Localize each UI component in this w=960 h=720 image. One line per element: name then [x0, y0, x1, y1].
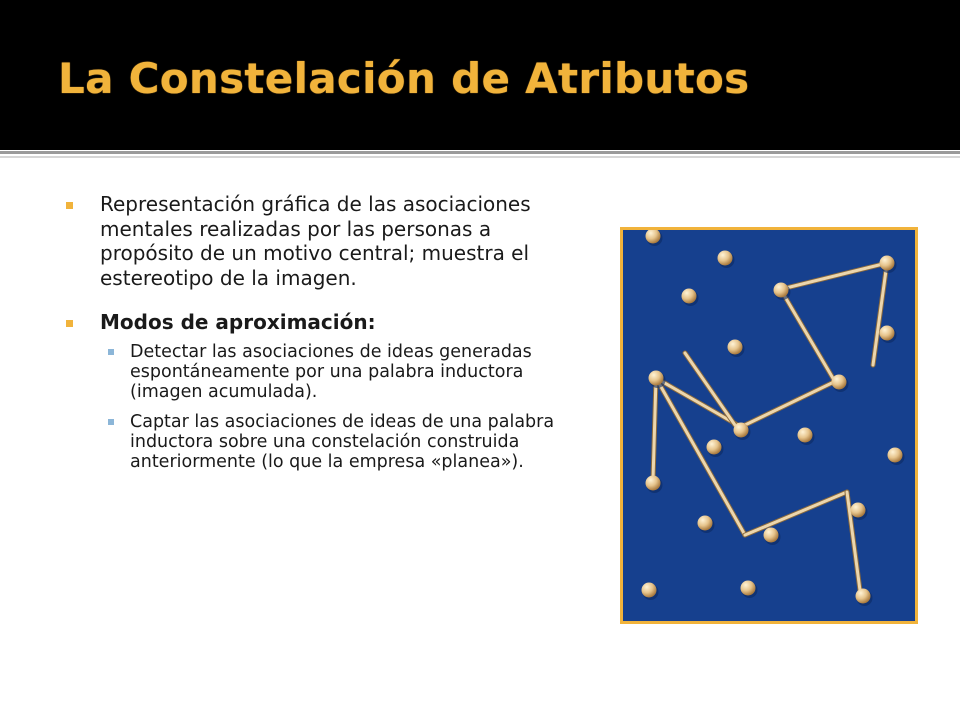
bullet-heading: Modos de aproximación:: [100, 310, 376, 334]
pin: [707, 440, 722, 455]
pin: [880, 326, 895, 341]
pin: [646, 476, 661, 491]
pin: [642, 583, 657, 598]
pin: [888, 448, 903, 463]
pin: [798, 428, 813, 443]
sub-bullet-item: [60, 412, 580, 472]
bullet-square-icon: [66, 202, 73, 209]
title-bar: [0, 0, 960, 150]
bullet-text: Representación gráfica de las asociaciones mentales realizadas por las personas a propósito de un motivo central; muestra el estereotipo de la imagen.: [100, 192, 531, 290]
pin: [728, 340, 743, 355]
title-divider-secondary: [0, 156, 960, 158]
sub-bullet-square-icon: [108, 349, 114, 355]
pin: [880, 256, 895, 271]
pin: [698, 516, 713, 531]
pin: [851, 503, 866, 518]
constellation-illustration: [623, 230, 915, 621]
pin: [856, 589, 871, 604]
sub-bullet-text: Detectar las asociaciones de ideas generadas espontáneamente por una palabra inductora (imagen acumulada).: [130, 341, 532, 402]
sub-bullet-square-icon: [108, 419, 114, 425]
pin: [718, 251, 733, 266]
board-background: [623, 230, 915, 621]
pin: [741, 581, 756, 596]
pin: [774, 283, 789, 298]
title-divider: [0, 151, 960, 154]
pin: [734, 423, 749, 438]
sub-bullet-text: Captar las asociaciones de ideas de una palabra inductora sobre una constelación construida anteriormente (lo que la empresa «planea»).: [130, 411, 555, 472]
bullet-item: [60, 310, 580, 335]
constellation-image: [620, 227, 918, 624]
bullet-item: [60, 192, 580, 290]
pin: [682, 289, 697, 304]
sub-bullet-item: [60, 342, 580, 402]
slide-title: La Constelación de Atributos: [58, 54, 750, 103]
pin: [649, 371, 664, 386]
pin: [764, 528, 779, 543]
slide-body: [60, 192, 580, 482]
bullet-square-icon: [66, 320, 73, 327]
pin: [832, 375, 847, 390]
sub-bullet-list: [60, 342, 580, 472]
